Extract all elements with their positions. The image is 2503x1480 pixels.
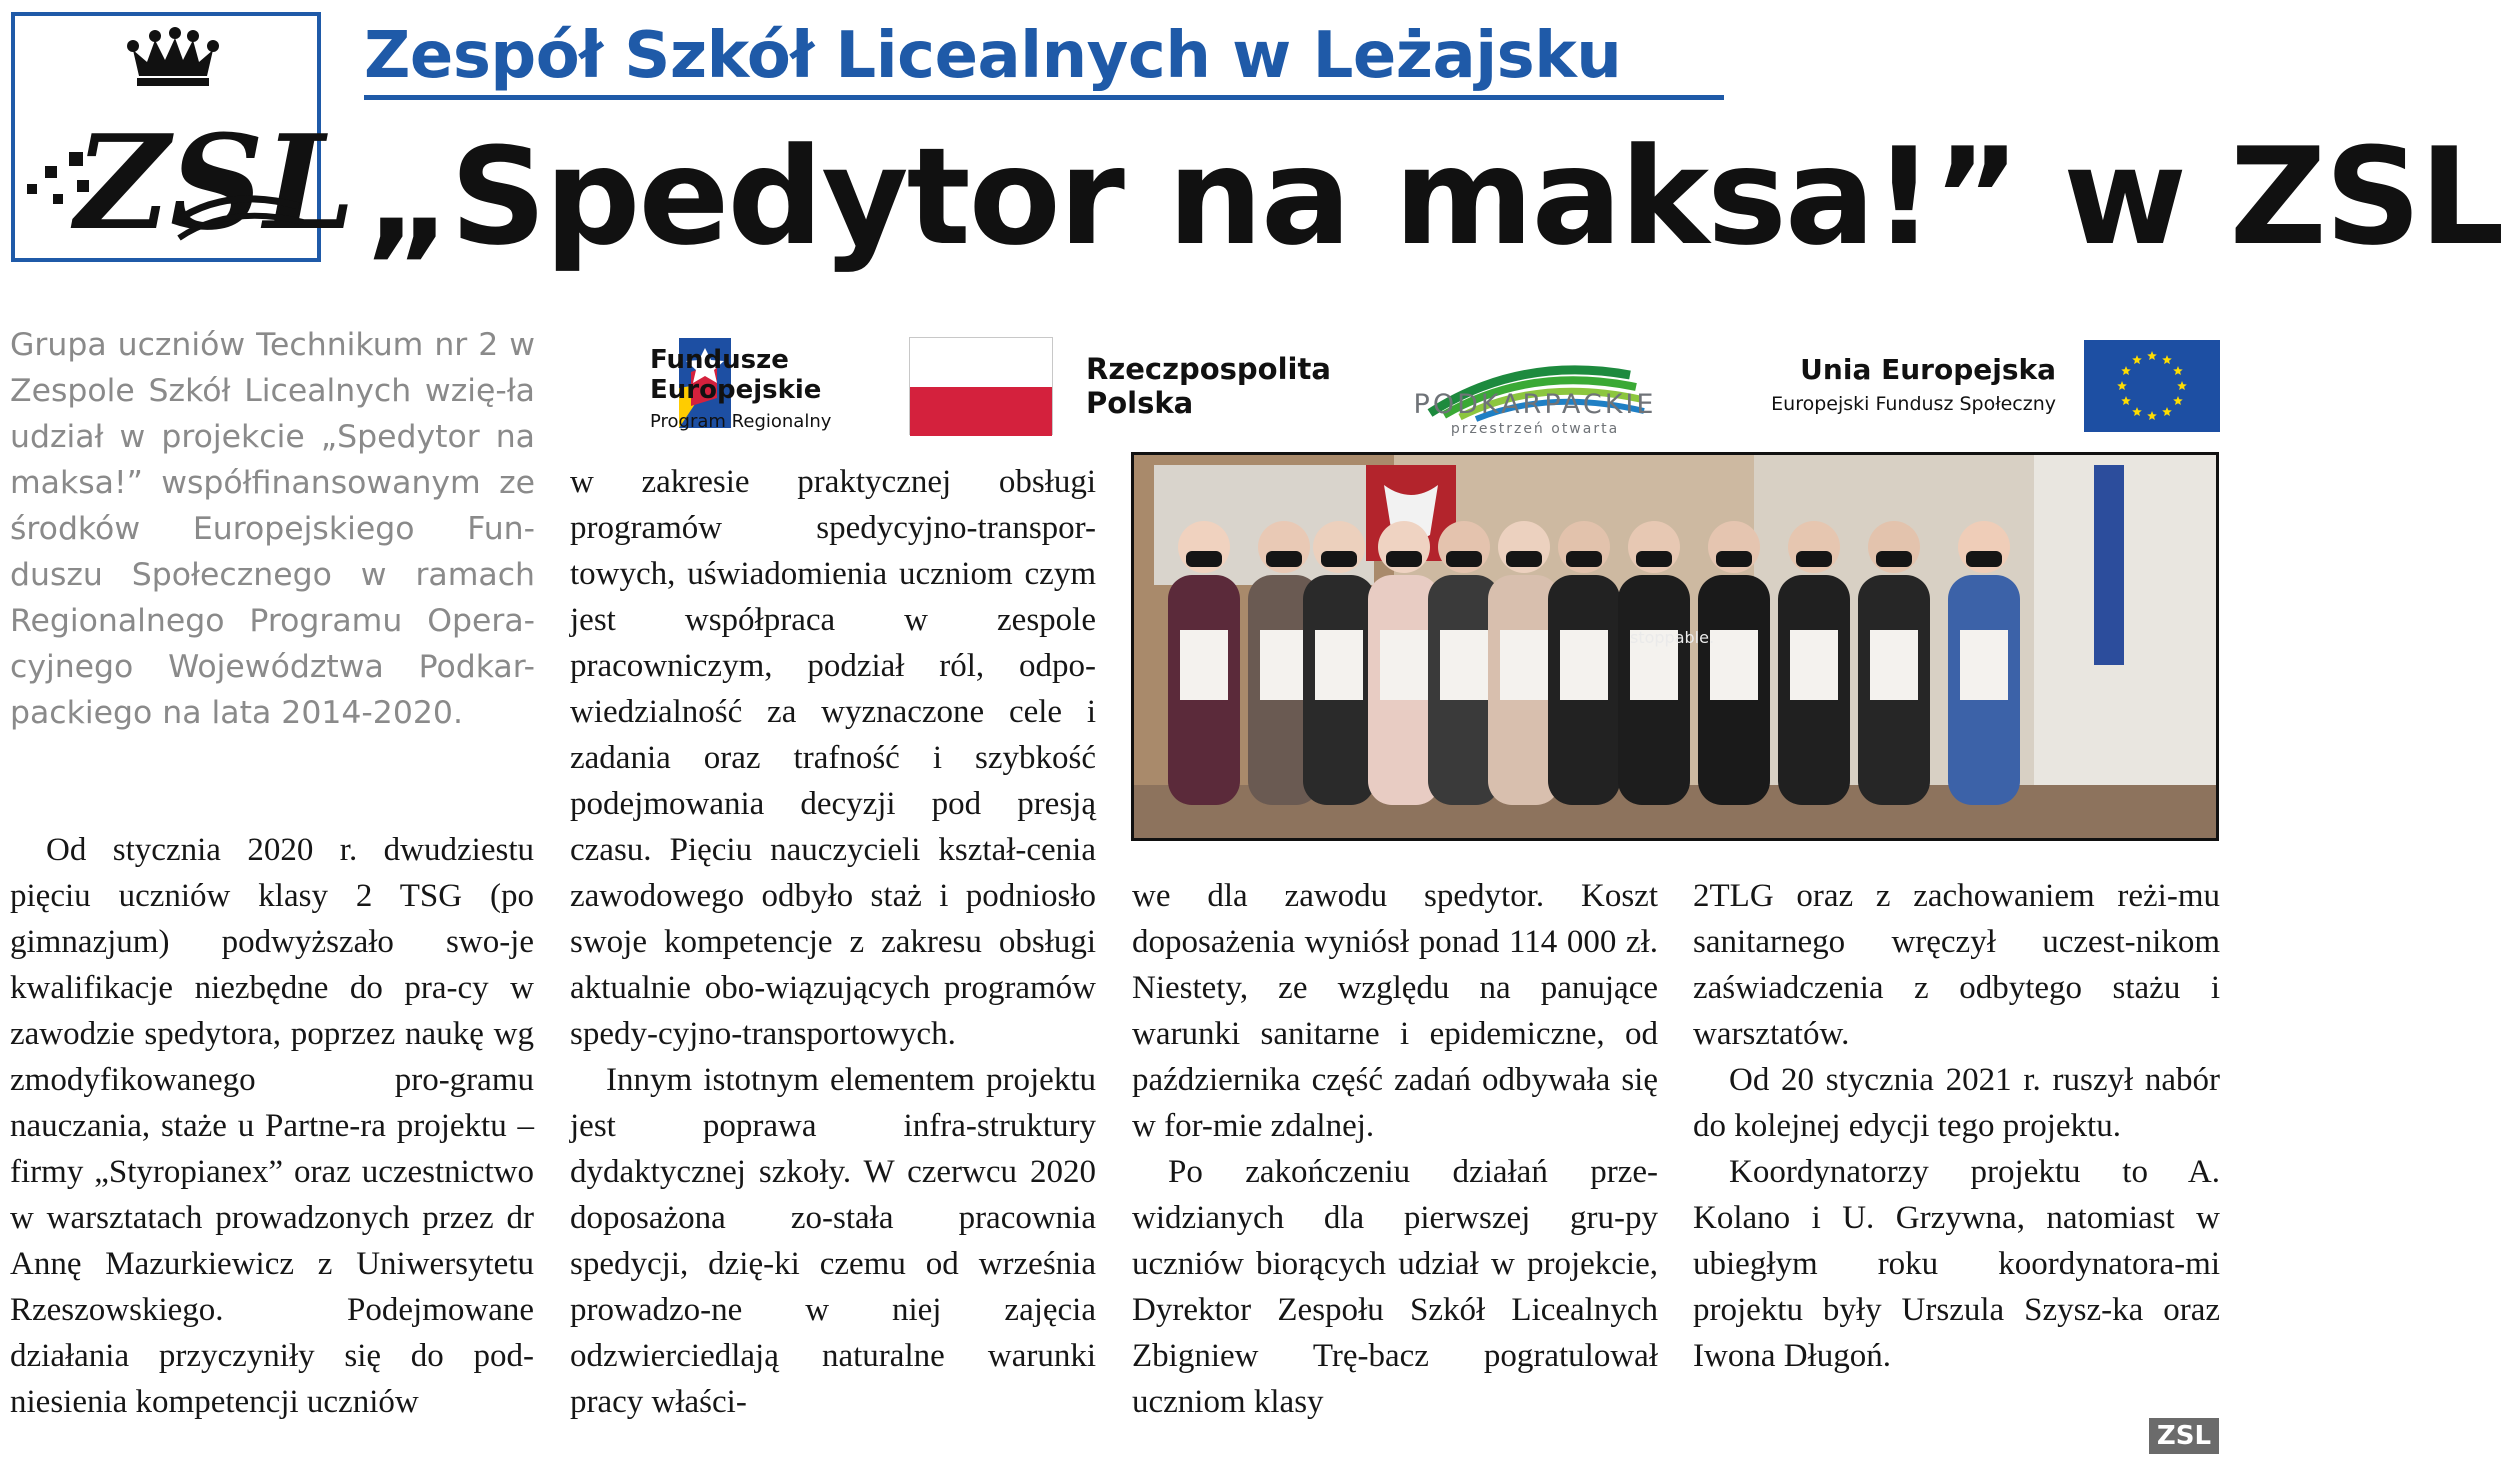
face-mask bbox=[1796, 551, 1832, 567]
podk-logo-line1: PODKARPACKIE bbox=[1413, 389, 1657, 420]
paragraph: Innym istotnym elementem projektu jest poprawa infra-struktury dydaktycznej szkoły. W czerwcu 2020 doposażona zo-stała pracownia spedycji, dzię-ki czemu od września prowadzo-ne w niej zajęcia odzwierciedlają naturalne warunki pracy właści- bbox=[570, 1062, 1096, 1420]
paragraph: w zakresie praktycznej obsługi programów spedycyjno-transpor-towych, uświadomienia uczniom czym jest współpraca w zespole pracowniczym, podział ról, odpo-wiedzialność za wyznaczone cele i zadania oraz trafność i szybkość podejmowania decyzji pod presją czasu. Pięciu nauczycieli kształ-cenia zawodowego odbyło staż i podniosło swoje kompetencje z zakresu obsługi aktualnie obo-wiązujących programów spedy-cyjno-transportowych. bbox=[570, 464, 1096, 1052]
face-mask bbox=[1636, 551, 1672, 567]
polish-flag-icon bbox=[909, 337, 1053, 435]
article-column-1 bbox=[10, 827, 534, 1425]
paragraph: Po zakończeniu działań prze-widzianych dla pierwszej gru-py uczniów biorących udział w projekcie, Dyrektor Zespołu Szkół Licealnych Zbigniew Trę-bacz pogratulował uczniom klasy bbox=[1132, 1154, 1658, 1420]
certificate bbox=[1380, 630, 1428, 700]
certificate bbox=[1315, 630, 1363, 700]
article-lead: Grupa uczniów Technikum nr 2 w Zespole Szkół Licealnych wzię-ła udział w projekcie „Spedytor na maksa!” współfinansowanym ze środków Europejskiego Fun-duszu Społecznego w ramach Regionalnego Programu Opera-cyjnego Województwa Podkar-packiego na lata 2014-2020. bbox=[10, 327, 535, 731]
certificate bbox=[1790, 630, 1838, 700]
paragraph: Od 20 stycznia 2021 r. ruszył nabór do kolejnej edycji tego projektu. bbox=[1693, 1062, 2220, 1144]
school-logo bbox=[11, 12, 356, 262]
paragraph: Od stycznia 2020 r. dwudziestu pięciu uczniów klasy 2 TSG (po gimnazjum) podwyższało swo-je kwalifikacje niezbędne do pra-cy w zawodzie spedytora, poprzez naukę wg zmodyfikowanego pro-gramu nauczania, staże u Partne-ra projektu – firmy „Styropianex” oraz uczestnictwo w warsztatach prowadzonych przez dr Annę Mazurkiewicz z Uniwersytetu Rzeszowskiego. Podejmowane działania przyczyniły się do pod-niesienia kompetencji uczniów bbox=[10, 832, 534, 1420]
certificate bbox=[1180, 630, 1228, 700]
certificate bbox=[1710, 630, 1758, 700]
face-mask bbox=[1966, 551, 2002, 567]
eu-flag-icon bbox=[2084, 340, 2220, 432]
school-name: Zespół Szkół Licealnych w Leżajsku bbox=[364, 19, 1622, 93]
article-column-4 bbox=[1693, 873, 2220, 1379]
eu-logo-line2: Europejski Fundusz Społeczny bbox=[1771, 393, 2056, 415]
face-mask bbox=[1506, 551, 1542, 567]
fe-logo-line3: Program Regionalny bbox=[650, 411, 832, 432]
pl-logo-line2: Polska bbox=[1086, 386, 1194, 420]
title-underline bbox=[364, 95, 1724, 100]
pl-logo-line1: Rzeczpospolita bbox=[1086, 352, 1331, 386]
certificate bbox=[1960, 630, 2008, 700]
logo-text: ZSL bbox=[75, 106, 356, 259]
face-mask bbox=[1446, 551, 1482, 567]
paragraph: we dla zawodu spedytor. Koszt doposażenia wyniósł ponad 114 000 zł. Niestety, ze względu na panujące warunki sanitarne i epidemiczne, od października część zadań odbywała się w for-mie zdalnej. bbox=[1132, 878, 1658, 1144]
shirt-text: stoppable. bbox=[1630, 628, 1715, 647]
face-mask bbox=[1321, 551, 1357, 567]
face-mask bbox=[1876, 551, 1912, 567]
certificate bbox=[1260, 630, 1308, 700]
fe-logo-line2: Europejskie bbox=[650, 375, 822, 405]
face-mask bbox=[1186, 551, 1222, 567]
zsl-crest-icon bbox=[15, 16, 356, 259]
face-mask bbox=[1566, 551, 1602, 567]
paragraph: Koordynatorzy projektu to A. Kolano i U. Grzywna, natomiast w ubiegłym roku koordynatora-mi projektu były Urszula Szysz-ka oraz Iwona Długoń. bbox=[1693, 1154, 2220, 1374]
podk-logo-line2: przestrzeń otwarta bbox=[1450, 421, 1620, 437]
certificate bbox=[1870, 630, 1918, 700]
footer-badge: ZSL bbox=[2149, 1418, 2219, 1454]
certificate bbox=[1440, 630, 1488, 700]
paragraph: 2TLG oraz z zachowaniem reżi-mu sanitarnego wręczył uczest-nikom zaświadczenia z odbytego stażu i warsztatów. bbox=[1693, 878, 2220, 1052]
group-photo-illustration bbox=[1134, 455, 2216, 838]
article-column-3 bbox=[1132, 873, 1658, 1425]
certificate bbox=[1560, 630, 1608, 700]
certificate bbox=[1500, 630, 1548, 700]
article-column-2 bbox=[570, 459, 1096, 1425]
face-mask bbox=[1386, 551, 1422, 567]
fe-logo-line1: Fundusze bbox=[650, 345, 789, 375]
face-mask bbox=[1266, 551, 1302, 567]
eu-logo-line1: Unia Europejska bbox=[1800, 353, 2056, 386]
face-mask bbox=[1716, 551, 1752, 567]
article-headline: „Spedytor na maksa!” w ZSL bbox=[364, 119, 2503, 275]
group-photo bbox=[1131, 452, 2219, 841]
